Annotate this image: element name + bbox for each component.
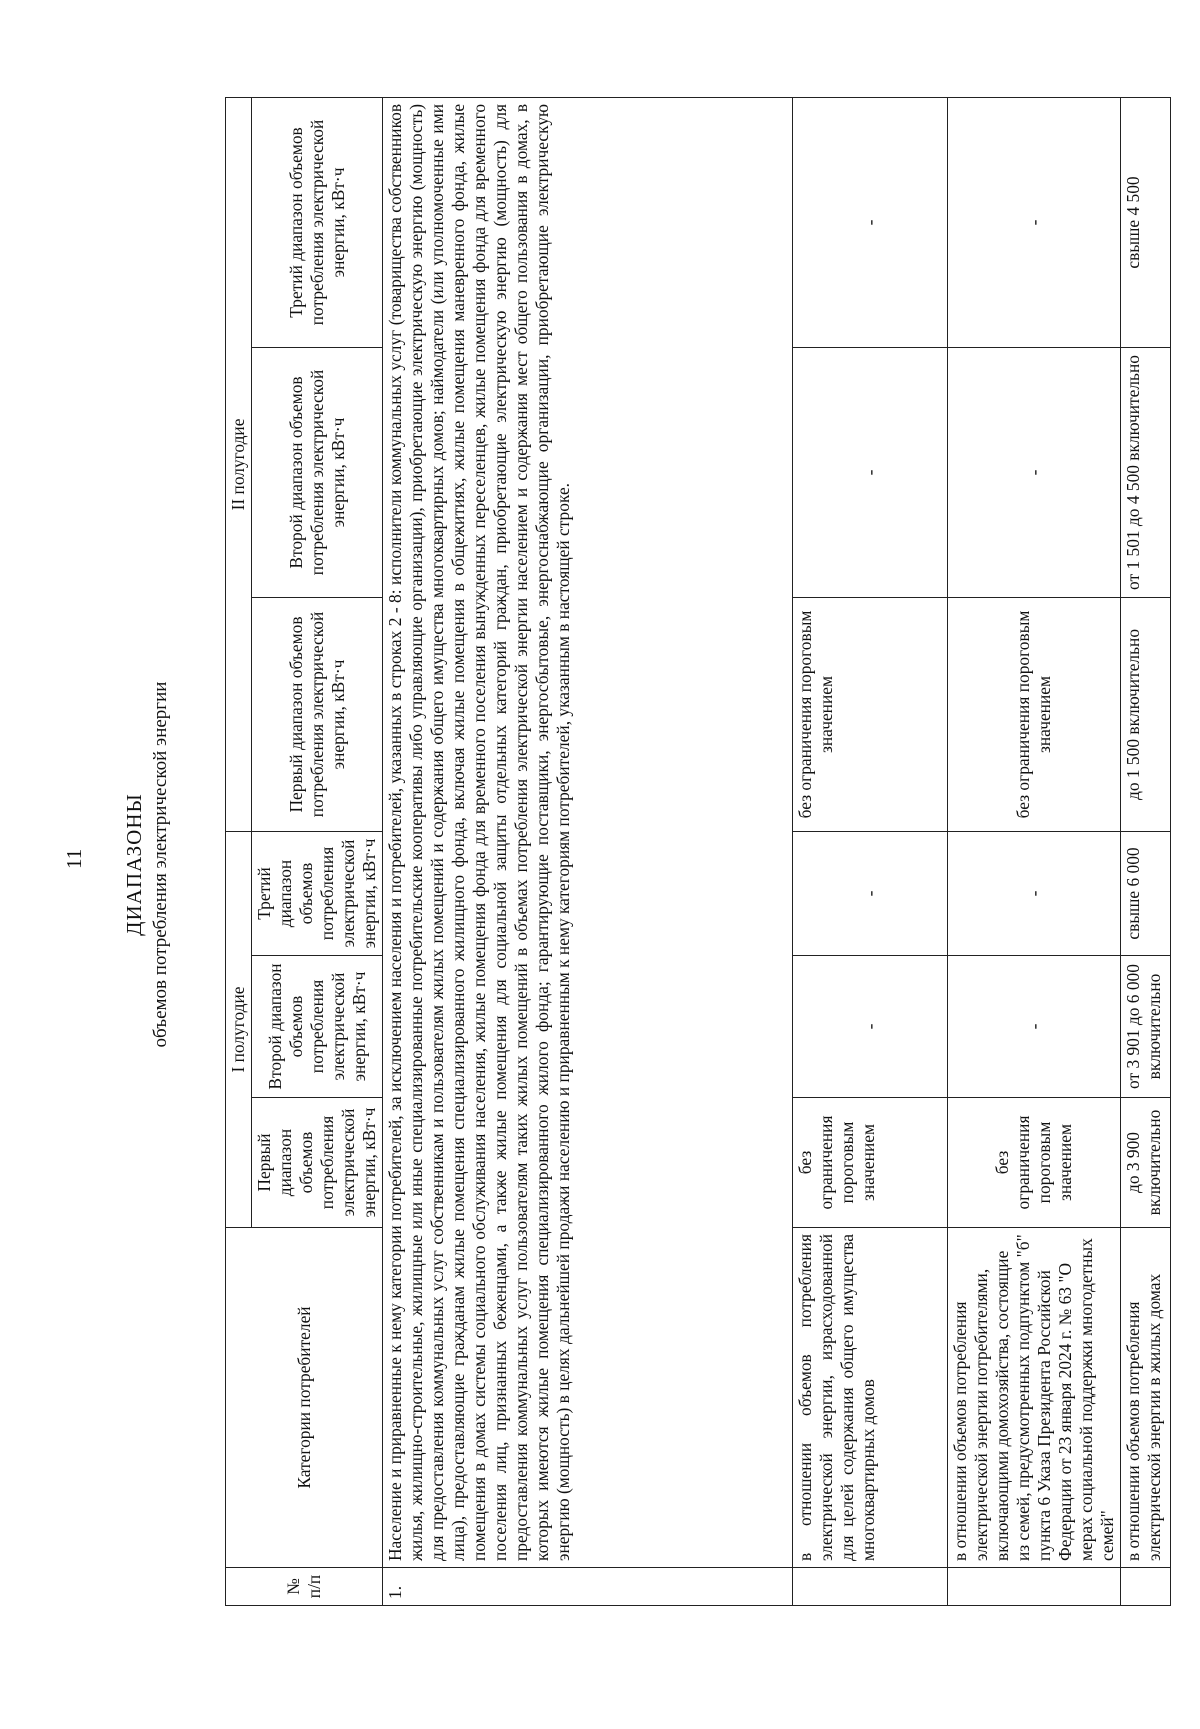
cell-h1-range2: - xyxy=(793,956,948,1098)
header-h1-range1: Первый диапазон объемов потребления электрической энергии, кВт·ч xyxy=(252,1098,383,1228)
cell-h2-range1: без ограничения пороговым значением xyxy=(948,597,1121,831)
cell-h1-range1: без ограничения пороговым значением xyxy=(793,1098,948,1228)
row-category-text: в отношении объемов потребления электрической энергии в жилых домах xyxy=(1121,1228,1171,1568)
table-row xyxy=(1121,97,1171,1605)
header-half2: II полугодие xyxy=(226,97,252,831)
header-h2-range2: Второй диапазон объемов потребления электрической энергии, кВт·ч xyxy=(252,347,383,597)
table-row xyxy=(948,97,1121,1605)
header-h1-range2: Второй диапазон объемов потребления электрической энергии, кВт·ч xyxy=(252,956,383,1098)
cell-h2-range2: - xyxy=(948,347,1121,597)
document-title: ДИАПАЗОНЫ xyxy=(122,793,146,936)
cell-h1-range3: - xyxy=(948,831,1121,955)
cell-h2-range1: до 1 500 включительно xyxy=(1121,597,1171,831)
cell-h2-range3: - xyxy=(793,97,948,347)
header-half1: I полугодие xyxy=(226,831,252,1227)
cell-h1-range3: - xyxy=(793,831,948,955)
header-num: № п/п xyxy=(226,1568,383,1606)
row-category-text: в отношении объемов потребления электрической энергии потребителями, включающими домохозяйства, состоящие из семей, предусмотренных подпунктом "б" пункта 6 Указа Президента Российской Федерации от 23 января 2024 г. № 63 "О мерах социальной поддержки многодетных семей" xyxy=(948,1228,1121,1568)
row-num-empty xyxy=(793,1568,948,1606)
cell-h2-range2: от 1 501 до 4 500 включительно xyxy=(1121,347,1171,597)
row-num-empty xyxy=(948,1568,1121,1606)
cell-h2-range2: - xyxy=(793,347,948,597)
cell-h1-range3: свыше 6 000 xyxy=(1121,831,1171,955)
row-category-text: Население и приравненные к нему категории потребителей, за исключением населения и потребителей, указанных в строках 2 - 8: исполнители коммунальных услуг (товарищества собственников жилья, жилищно-строительные, жилищные или иные специализированные потребительские кооперативы либо управляющие организации), приобретающие электрическую энергию (мощность) для предоставления коммунальных услуг собственникам и пользователям жилых помещений и содержания общего имущества многоквартирных домов; наймодатели (или уполномоченные ими лица), предоставляющие гражданам жилые помещения специализированного жилищного фонда, включая жилые помещения в общежитиях, жилые помещения маневренного фонда, жилые помещения в домах системы социального обслуживания населения, жилые помещения фонда для временного поселения вынужденных переселенцев, жилые помещения фонда для временного поселения лиц, признанных беженцами, а также жилые помещения для социальной защиты отдельных категорий граждан, приобретающие электрическую энергию (мощность) для предоставления коммунальных услуг пользователям таких жилых помещений в объемах потребления электрической энергии населением и содержания мест общего пользования в домах, в которых имеются жилые помещения специализированного жилого фонда; гарантирующие поставщики, энергосбытовые, энергоснабжающие организации, приобретающие электрическую энергию (мощность) в целях дальнейшей продажи населению и приравненным к нему категориям потребителей, указанным в настоящей строке. xyxy=(383,97,793,1567)
consumption-ranges-table xyxy=(225,97,1171,1606)
header-category: Категории потребителей xyxy=(226,1228,383,1568)
header-h2-range1: Первый диапазон объемов потребления электрической энергии, кВт·ч xyxy=(252,597,383,831)
header-h2-range3: Третий диапазон объемов потребления электрической энергии, кВт·ч xyxy=(252,97,383,347)
cell-h1-range1: без ограничения пороговым значением xyxy=(948,1098,1121,1228)
document-subtitle: объемов потребления электрической энергии xyxy=(150,681,171,1048)
page-number: 11 xyxy=(62,848,86,869)
cell-h1-range1: до 3 900 включительно xyxy=(1121,1098,1171,1228)
row-category-text: в отношении объемов потребления электрической энергии, израсходованной для целей содержания общего имущества многоквартирных домов xyxy=(793,1228,948,1568)
row-num: 1. xyxy=(383,1568,793,1606)
table-row xyxy=(383,97,793,1605)
header-h1-range3: Третий диапазон объемов потребления электрической энергии, кВт·ч xyxy=(252,831,383,955)
header-row-halves xyxy=(226,97,252,1605)
row-num-empty xyxy=(1121,1568,1171,1606)
cell-h1-range2: от 3 901 до 6 000 включительно xyxy=(1121,956,1171,1098)
cell-h2-range1: без ограничения пороговым значением xyxy=(793,597,948,831)
table-row xyxy=(793,97,948,1605)
cell-h1-range2: - xyxy=(948,956,1121,1098)
cell-h2-range3: - xyxy=(948,97,1121,347)
cell-h2-range3: свыше 4 500 xyxy=(1121,97,1171,347)
